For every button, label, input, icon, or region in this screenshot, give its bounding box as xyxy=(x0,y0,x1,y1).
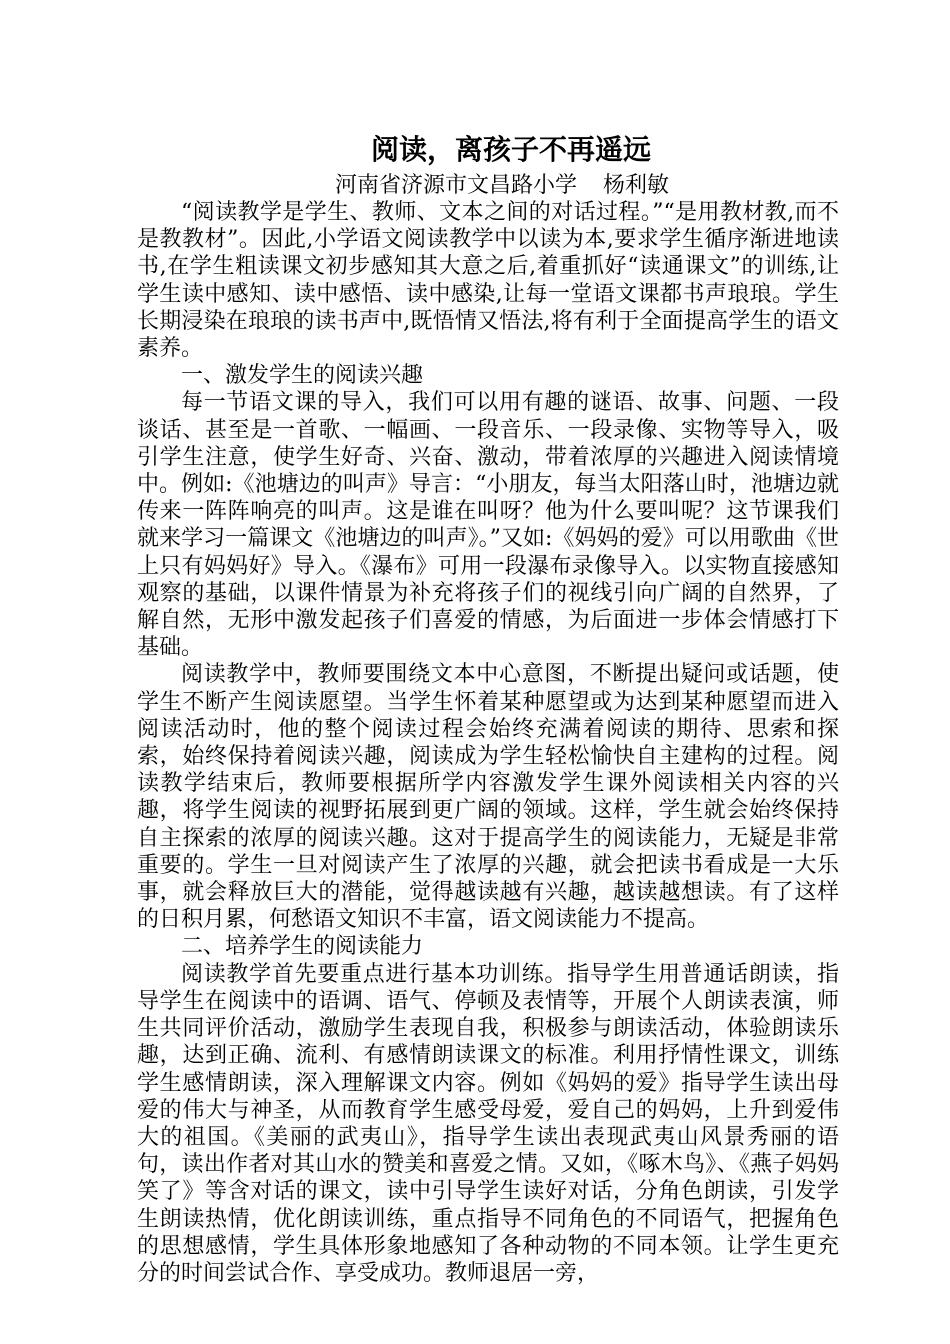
section-heading-2: 二、培养学生的阅读能力 xyxy=(181,934,424,960)
byline-author: 杨利敏 xyxy=(603,173,670,198)
paragraph-ability-training: 阅读教学首先要重点进行基本功训练。指导学生用普通话朗读，指导学生在阅读中的语调、语气、停顿及表情等，开展个人朗读表演，师生共同评价活动，激励学生表现自我，积极参与朗读活动，体验朗读乐趣，达到正确、流利、有感情朗读课文的标准。利用抒情性课文，训练学生感情朗读，深入理解课文内容。例如《妈妈的爱》指导学生读出母爱的伟大与神圣，从而教育学生感受母爱，爱自己的妈妈，上升到爱伟大的祖国。《美丽的武夷山》，指导学生读出表现武夷山风景秀丽的语句，读出作者对其山水的赞美和喜爱之情。又如，《啄木鸟》、《燕子妈妈笑了》等含对话的课文，读中引导学生读好对话，分角色朗读，引发学生朗读热情，优化朗读训练，重点指导不同角色的不同语气，把握角色的思想感情，学生具体形象地感知了各种动物的不同本领。让学生更充分的时间尝试合作、享受成功。教师退居一旁， xyxy=(137,961,839,1286)
document-page xyxy=(137,128,839,1287)
paragraph-interest-guidance: 阅读教学中，教师要围绕文本中心意图，不断提出疑问或话题，使学生不断产生阅读愿望。当学生怀着某种愿望或为达到某种愿望而进入阅读活动时，他的整个阅读过程会始终充满着阅读的期待、思索和探索，始终保持着阅读兴趣，阅读成为学生轻松愉快自主建构的过程。阅读教学结束后，教师要根据所学内容激发学生课外阅读相关内容的兴趣，将学生阅读的视野拓展到更广阔的领域。这样，学生就会始终保持自主探索的浓厚的阅读兴趣。这对于提高学生的阅读能力，无疑是非常重要的。学生一旦对阅读产生了浓厚的兴趣，就会把读书看成是一大乐事，就会释放巨大的潜能，觉得越读越有兴趣，越读越想读。有了这样的日积月累，何愁语文知识不丰富，语文阅读能力不提高。 xyxy=(137,662,839,933)
page-title: 阅读，离孩子不再遥远 xyxy=(371,133,652,166)
section-heading-1: 一、激发学生的阅读兴趣 xyxy=(181,363,424,389)
paragraph-intro: “阅读教学是学生、教师、文本之间的对话过程。”“是用教材教,而不是教教材”。因此,小学语文阅读教学中以读为本,要求学生循序渐进地读书,在学生粗读课文初步感知其大意之后,着重抓好“读通课文”的训练,让学生读中感知、读中感悟、读中感染,让每一堂语文课都书声琅琅。学生长期浸染在琅琅的读书声中,既悟情又悟法,将有利于全面提高学生的语文素养。 xyxy=(137,200,839,362)
byline xyxy=(137,172,839,199)
paragraph-interest-intro: 每一节语文课的导入，我们可以用有趣的谜语、故事、问题、一段谈话、甚至是一首歌、一幅画、一段音乐、一段录像、实物等导入，吸引学生注意，使学生好奇、兴奋、激动，带着浓厚的兴趣进入阅读情境中。例如:《池塘边的叫声》导言：“小朋友，每当太阳落山时，池塘边就传来一阵阵响亮的叫声。这是谁在叫呀？他为什么要叫呢？这节课我们就来学习一篇课文《池塘边的叫声》。”又如:《妈妈的爱》可以用歌曲《世上只有妈妈好》导入。《瀑布》可用一段瀑布录像导入。以实物直接感知观察的基础，以课件情景为补充将孩子们的视线引向广阔的自然界，了解自然，无形中激发起孩子们喜爱的情感，为后面进一步体会情感打下基础。 xyxy=(137,390,839,661)
byline-school: 河南省济源市文昌路小学 xyxy=(335,173,578,198)
